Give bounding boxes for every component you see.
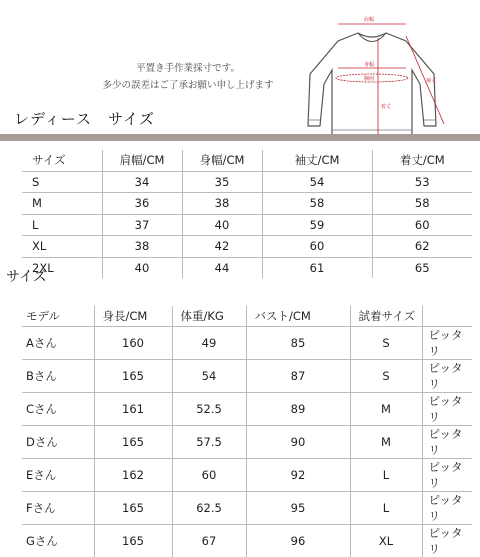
table-cell: 34: [102, 171, 182, 193]
table-row: [22, 171, 472, 193]
table-cell: 57.5: [172, 425, 246, 458]
table-cell: 54: [172, 359, 246, 392]
ladies-size-title: レディース サイズ: [14, 110, 155, 128]
table-cell: ピッタリ: [422, 359, 472, 392]
table-cell: 165: [94, 491, 172, 524]
sweater-outline: [308, 33, 436, 136]
table-cell: 60: [172, 458, 246, 491]
table-cell: 59: [262, 214, 372, 236]
table-cell: 62: [372, 236, 472, 258]
table-cell: 40: [102, 257, 182, 278]
length-label: 着丈: [381, 104, 392, 110]
table-cell: Eさん: [22, 458, 94, 491]
table-cell: 53: [372, 171, 472, 193]
table-row: [22, 326, 472, 359]
table-cell: 36: [102, 193, 182, 215]
table-cell: 96: [246, 524, 350, 557]
table-row: [22, 236, 472, 258]
table-cell: 58: [262, 193, 372, 215]
table-cell: 165: [94, 425, 172, 458]
table-cell: 60: [372, 214, 472, 236]
table-cell: 42: [182, 236, 262, 258]
table-cell: 67: [172, 524, 246, 557]
header-cell: 体重/KG: [172, 306, 246, 326]
table-cell: 52.5: [172, 392, 246, 425]
table-cell: 162: [94, 458, 172, 491]
table-cell: L: [22, 214, 102, 236]
header-cell: 身長/CM: [94, 306, 172, 326]
header-cell: サイズ: [22, 150, 102, 171]
table-cell: M: [22, 193, 102, 215]
table-row: [22, 359, 472, 392]
table-cell: 58: [372, 193, 472, 215]
table-cell: 90: [246, 425, 350, 458]
model-fit-table: [22, 306, 472, 557]
model-size-title: サイズ: [6, 269, 47, 285]
table-cell: 165: [94, 359, 172, 392]
table-cell: S: [350, 359, 422, 392]
table-row: [22, 491, 472, 524]
table-cell: XL: [22, 236, 102, 258]
table-cell: ピッタリ: [422, 524, 472, 557]
table-cell: 38: [102, 236, 182, 258]
table-cell: ピッタリ: [422, 491, 472, 524]
header-cell: 着丈/CM: [372, 150, 472, 171]
table-cell: 160: [94, 326, 172, 359]
table-cell: 65: [372, 257, 472, 278]
table-cell: ピッタリ: [422, 392, 472, 425]
table-cell: 54: [262, 171, 372, 193]
table-cell: L: [350, 491, 422, 524]
table-cell: 92: [246, 458, 350, 491]
body-label: 身幅: [364, 62, 375, 68]
table-row: [22, 392, 472, 425]
table-cell: Aさん: [22, 326, 94, 359]
table-cell: 62.5: [172, 491, 246, 524]
table-cell: L: [350, 458, 422, 491]
table-cell: 35: [182, 171, 262, 193]
table-cell: 161: [94, 392, 172, 425]
table-row: [22, 214, 472, 236]
table-row: [22, 257, 472, 278]
table-cell: M: [350, 425, 422, 458]
table-cell: Gさん: [26, 533, 58, 548]
table-cell: 89: [246, 392, 350, 425]
sweater-size-diagram: [298, 6, 478, 146]
header-cell: [422, 306, 472, 326]
sleeve-label: 袖丈: [426, 78, 437, 84]
chest-label: 胸囲: [364, 76, 375, 82]
measure-note-1: 平置き手作業採寸です。: [136, 63, 240, 74]
table-cell: Dさん: [22, 425, 94, 458]
table-cell: 2XL: [32, 260, 54, 275]
table-cell: ピッタリ: [422, 326, 472, 359]
table-header-row: [22, 150, 472, 171]
table-cell: 49: [172, 326, 246, 359]
table-cell: ピッタリ: [422, 458, 472, 491]
section-divider-bar: [0, 134, 480, 141]
header-cell: 試着サイズ: [350, 306, 422, 326]
table-cell: M: [350, 392, 422, 425]
table-cell: 60: [262, 236, 372, 258]
shoulder-label: 肩幅: [364, 17, 375, 23]
table-cell: S: [22, 171, 102, 193]
table-cell: 61: [262, 257, 372, 278]
header-cell: モデル: [22, 306, 94, 326]
table-cell: 165: [94, 524, 172, 557]
header-cell: 身幅/CM: [182, 150, 262, 171]
table-cell: 87: [246, 359, 350, 392]
table-row: [22, 524, 472, 557]
ladies-size-table: [22, 150, 472, 278]
measure-note-2: 多少の誤差はご了承お願い申し上げます: [102, 80, 274, 91]
table-cell: 37: [102, 214, 182, 236]
table-cell: ピッタリ: [422, 425, 472, 458]
table-cell: Fさん: [22, 491, 94, 524]
table-cell: XL: [350, 524, 422, 557]
table-cell: Cさん: [22, 392, 94, 425]
table-cell: 38: [182, 193, 262, 215]
table-cell: 44: [182, 257, 262, 278]
table-cell: S: [350, 326, 422, 359]
table-cell: Bさん: [22, 359, 94, 392]
table-cell: 85: [246, 326, 350, 359]
table-row: [22, 425, 472, 458]
table-row: [22, 458, 472, 491]
table-cell: 40: [182, 214, 262, 236]
header-cell: 肩幅/CM: [102, 150, 182, 171]
table-cell: 95: [246, 491, 350, 524]
table-row: [22, 193, 472, 215]
header-cell: 袖丈/CM: [262, 150, 372, 171]
header-cell: バスト/CM: [246, 306, 350, 326]
table-header-row: [22, 306, 472, 326]
